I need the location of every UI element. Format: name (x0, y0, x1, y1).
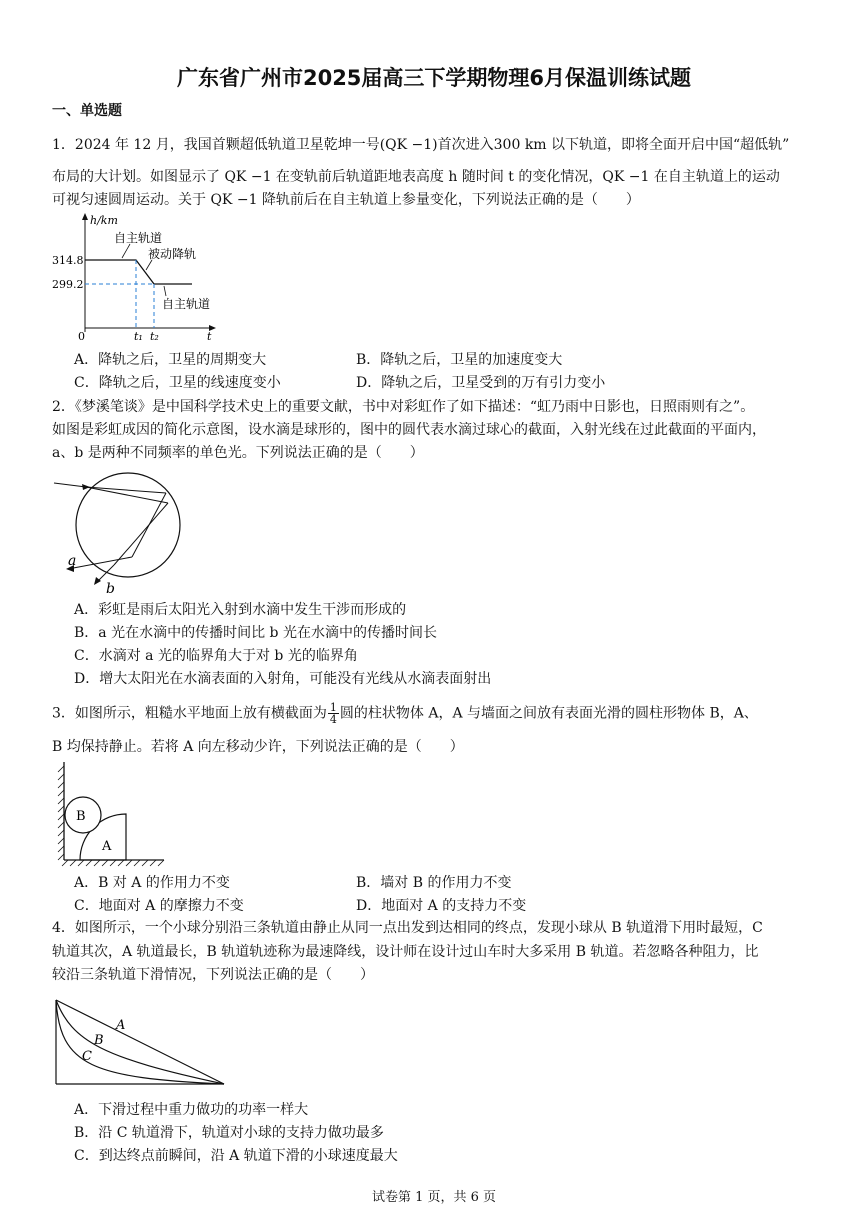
q1-t2: t₂ (150, 330, 159, 342)
q3-stem-line1 (52, 702, 758, 725)
q4-label-c: C (82, 1049, 92, 1064)
q1-t1: t₁ (134, 330, 143, 342)
q1-label-mid: 被动降轨 (148, 247, 197, 261)
section-heading: 一、单选题 (52, 103, 122, 119)
q1-option-a: A．降轨之后，卫星的周期变大 (74, 352, 267, 368)
q1-option-d: D．降轨之后，卫星受到的万有引力变小 (356, 375, 606, 391)
q1-xlabel: t (207, 330, 212, 342)
q2-stem-line1: 2．《梦溪笔谈》是中国科学技术史上的重要文献，书中对彩虹作了如下描述：“虹乃雨中日影也，日照雨则有之”。 (52, 399, 755, 415)
q3-option-d: D．地面对 A 的支持力不变 (356, 898, 527, 914)
q1-option-b: B．降轨之后，卫星的加速度变大 (356, 352, 563, 368)
q1-y-low: 299.2 (52, 278, 84, 291)
q3-frac-den: 4 (329, 713, 337, 726)
q2-stem-line2: 如图是彩虹成因的简化示意图，设水滴是球形的，图中的圆代表水滴过球心的截面，入射光线在过此截面的平面内， (52, 422, 766, 438)
q2-option-d: D．增大太阳光在水滴表面的入射角，可能没有光线从水滴表面射出 (74, 671, 492, 687)
q3-option-c: C．地面对 A 的摩擦力不变 (74, 898, 244, 914)
q4-tracks-diagram (52, 996, 230, 1088)
q1-stem-line2: 布局的大计划。如图显示了 QK −1 在变轨前后轨道距地表高度 h 随时间 t 的变化情况，QK −1 在自主轨道上的运动 (52, 169, 780, 185)
q2-option-c: C．水滴对 a 光的临界角大于对 b 光的临界角 (74, 648, 358, 664)
q4-stem-line1: 4．如图所示，一个小球分别沿三条轨道由静止从同一点出发到达相同的终点，发现小球从 B 轨道滑下用时最短，C (52, 920, 763, 936)
q1-stem-line3: 可视匀速圆周运动。关于 QK −1 降轨前后在自主轨道上参量变化，下列说法正确的是（ ） (52, 192, 640, 208)
q1-label-bottom: 自主轨道 (162, 297, 211, 311)
q2-raindrop-diagram (50, 465, 190, 597)
q2-option-a: A．彩虹是雨后太阳光入射到水滴中发生干涉而形成的 (74, 602, 407, 618)
q4-option-a: A．下滑过程中重力做功的功率一样大 (74, 1102, 309, 1118)
q3-stem-line2: B 均保持静止。若将 A 向左移动少许，下列说法正确的是（ ） (52, 739, 464, 755)
q3-label-a: A (102, 839, 112, 854)
q2-option-b: B．a 光在水滴中的传播时间比 b 光在水滴中的传播时间长 (74, 625, 437, 641)
q3-frac-num: 1 (329, 701, 337, 714)
q4-label-b: B (94, 1033, 104, 1048)
q2-label-a: a (68, 553, 77, 569)
q3-stem-text-1: 3．如图所示，粗糙水平地面上放有横截面为 (52, 705, 327, 722)
q4-option-c: C．到达终点前瞬间，沿 A 轨道下滑的小球速度最大 (74, 1148, 398, 1164)
q1-orbit-height-graph (50, 212, 230, 342)
q3-wall-cylinder-diagram (50, 760, 170, 870)
q4-stem-line2: 轨道其次，A 轨道最长，B 轨道轨迹称为最速降线，设计师在设计过山车时大多采用 B 轨道。若忽略各种阻力，比 (52, 944, 759, 960)
q4-option-b: B．沿 C 轨道滑下，轨道对小球的支持力做功最多 (74, 1125, 384, 1141)
q1-height-curve (85, 260, 192, 284)
q3-fraction (328, 702, 339, 725)
q3-stem-text-2: 圆的柱状物体 A，A 与墙面之间放有表面光滑的圆柱形物体 B，A、 (339, 705, 758, 722)
q3-option-b: B．墙对 B 的作用力不变 (356, 875, 512, 891)
q1-option-c: C．降轨之后，卫星的线速度变小 (74, 375, 281, 391)
q1-stem-line1: 1．2024 年 12 月，我国首颗超低轨道卫星乾坤一号(QK −1)首次进入300 km 以下轨道，即将全面开启中国“超低轨” (52, 137, 790, 153)
q1-origin: 0 (78, 330, 85, 342)
q1-y-high: 314.8 (52, 254, 84, 267)
page-footer: 试卷第 1 页，共 6 页 (371, 1190, 497, 1205)
q3-option-a: A．B 对 A 的作用力不变 (74, 875, 230, 891)
q2-label-b: b (106, 581, 115, 597)
q4-track-a (56, 1000, 224, 1084)
q1-label-top: 自主轨道 (114, 231, 163, 245)
q3-label-b: B (76, 809, 86, 824)
q4-label-a: A (116, 1018, 126, 1033)
page-title: 广东省广州市2025届高三下学期物理6月保温训练试题 (176, 66, 692, 90)
q1-ylabel: h/km (90, 214, 118, 227)
q2-stem-line3: a、b 是两种不同频率的单色光。下列说法正确的是（ ） (52, 445, 424, 461)
q4-stem-line3: 较沿三条轨道下滑情况，下列说法正确的是（ ） (52, 967, 374, 983)
